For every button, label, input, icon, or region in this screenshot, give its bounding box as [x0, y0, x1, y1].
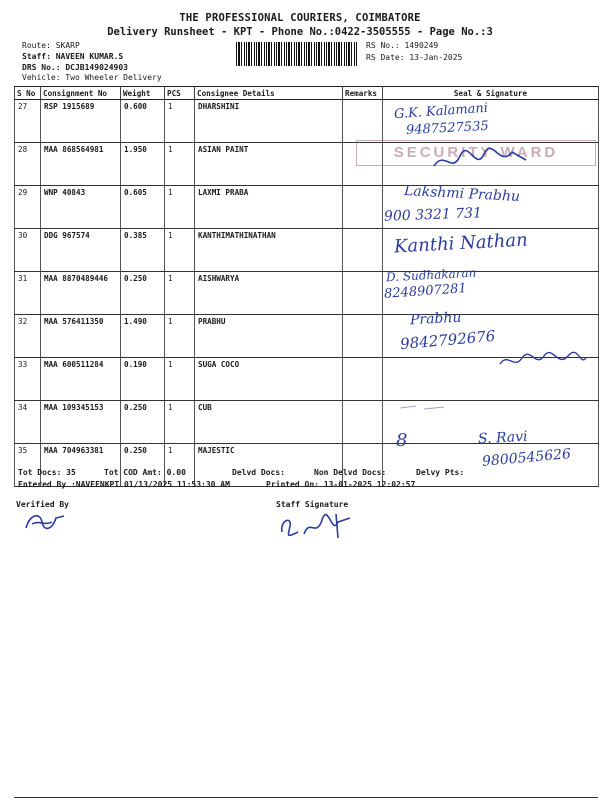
signature-row35-mark: 8 — [396, 430, 408, 451]
rs-number: RS No.: 1490249 — [366, 41, 439, 50]
cell-consignee: AISHWARYA — [195, 272, 343, 315]
col-weight: Weight — [121, 87, 165, 100]
rs-date: RS Date: 13-Jan-2025 — [366, 53, 463, 62]
signature-row34-mark — [396, 400, 456, 414]
table-header-row — [15, 87, 599, 100]
signature-row28-scribble — [430, 146, 530, 176]
cell-consignment: RSP 1915689 — [41, 100, 121, 143]
signature-row35-phone: 9800545626 — [481, 446, 572, 470]
cell-sno: 30 — [15, 229, 41, 272]
cell-weight: 0.600 — [121, 100, 165, 143]
signature-row33-scribble — [496, 348, 590, 372]
cell-remarks — [343, 272, 383, 315]
cell-consignment: DDG 967574 — [41, 229, 121, 272]
drs-number: DRS No.: DCJB149024903 — [22, 63, 128, 72]
cell-weight: 0.250 — [121, 401, 165, 444]
cell-weight: 0.250 — [121, 272, 165, 315]
company-title: THE PROFESSIONAL COURIERS, COIMBATORE — [179, 12, 421, 24]
cell-remarks — [343, 100, 383, 143]
cell-consignment: MAA 600511284 — [41, 358, 121, 401]
delvd-docs: Delvd Docs: — [232, 468, 285, 477]
cell-sno: 31 — [15, 272, 41, 315]
staff-label: Staff: NAVEEN KUMAR.S — [22, 52, 124, 61]
signature-row29-name: Lakshmi Prabhu — [403, 182, 521, 206]
cell-consignee: DHARSHINI — [195, 100, 343, 143]
cell-pcs: 1 — [165, 186, 195, 229]
cell-consignee: CUB — [195, 401, 343, 444]
signature-row31-name: D. Sudhakaran — [385, 265, 477, 285]
cell-remarks — [343, 229, 383, 272]
signature-row32-name: Prabhu — [409, 309, 462, 329]
cell-consignee: SUGA COCO — [195, 358, 343, 401]
cell-weight: 0.385 — [121, 229, 165, 272]
cell-sno: 27 — [15, 100, 41, 143]
cell-consignee: PRABHU — [195, 315, 343, 358]
tot-docs: Tot Docs: 35 — [18, 468, 76, 477]
cell-weight: 1.950 — [121, 143, 165, 186]
signature-row30-name: Kanthi Nathan — [393, 229, 529, 258]
col-sno: S No — [15, 87, 41, 100]
cell-remarks — [343, 401, 383, 444]
cell-pcs: 1 — [165, 272, 195, 315]
cell-weight: 0.605 — [121, 186, 165, 229]
delvy-pts: Delvy Pts: — [416, 468, 465, 477]
cell-pcs: 1 — [165, 143, 195, 186]
signature-row35-name: S. Ravi — [477, 428, 528, 448]
cell-remarks — [343, 186, 383, 229]
cell-consignment: MAA 8870489446 — [41, 272, 121, 315]
col-consignment: Consignment No — [41, 87, 121, 100]
runsheet-title: Delivery Runsheet - KPT - Phone No.:0422-3505555 - Page No.:3 — [107, 26, 493, 38]
cell-consignee: KANTHIMATHINATHAN — [195, 229, 343, 272]
cell-consignee: LAXMI PRABA — [195, 186, 343, 229]
page-bottom-rule — [14, 797, 598, 798]
staff-signature — [276, 508, 356, 542]
cell-weight: 0.190 — [121, 358, 165, 401]
signature-row29-phone: 900 3321 731 — [383, 205, 483, 225]
cell-remarks — [343, 315, 383, 358]
cell-pcs: 1 — [165, 358, 195, 401]
cell-weight: 1.490 — [121, 315, 165, 358]
verified-by-signature — [22, 508, 68, 534]
cell-consignment: MAA 868564981 — [41, 143, 121, 186]
staff-signature-label: Staff Signature — [276, 500, 349, 509]
cell-consignment: WNP 40843 — [41, 186, 121, 229]
cell-weight: 0.250 — [121, 444, 165, 487]
col-seal-signature: Seal & Signature — [383, 87, 599, 100]
cell-pcs: 1 — [165, 100, 195, 143]
cell-sno: 33 — [15, 358, 41, 401]
cell-pcs: 1 — [165, 401, 195, 444]
barcode-image — [236, 42, 358, 66]
cell-remarks — [343, 358, 383, 401]
col-pcs: PCS — [165, 87, 195, 100]
table-row — [15, 272, 599, 315]
cell-pcs: 1 — [165, 444, 195, 487]
cell-pcs: 1 — [165, 229, 195, 272]
cell-sno: 32 — [15, 315, 41, 358]
cell-sno: 35 — [15, 444, 41, 487]
security-ward-stamp: SECURITY WARD — [356, 140, 596, 166]
cell-sno: 34 — [15, 401, 41, 444]
signature-row27-name: G.K. Kalamani — [393, 100, 489, 123]
non-delvd-docs: Non Delvd Docs: — [314, 468, 387, 477]
table-row — [15, 100, 599, 143]
printed-on: Printed On: 13-01-2025 12:02:57 — [266, 480, 416, 489]
signature-row31-phone: 8248907281 — [383, 281, 468, 302]
signature-row32-phone: 9842792676 — [399, 326, 497, 354]
cell-consignment: MAA 704963381 — [41, 444, 121, 487]
cell-consignment: MAA 576411350 — [41, 315, 121, 358]
cell-consignment: MAA 109345153 — [41, 401, 121, 444]
tot-cod-amount: Tot COD Amt: 0.00 — [104, 468, 186, 477]
col-remarks: Remarks — [343, 87, 383, 100]
cell-sno: 28 — [15, 143, 41, 186]
cell-sno: 29 — [15, 186, 41, 229]
cell-consignee: MAJESTIC — [195, 444, 343, 487]
col-consignee: Consignee Details — [195, 87, 343, 100]
cell-pcs: 1 — [165, 315, 195, 358]
signature-row27-phone: 9487527535 — [405, 118, 490, 139]
vehicle-label: Vehicle: Two Wheeler Delivery — [22, 73, 162, 82]
entered-by: Entered By :NAVEENKPT 01/13/2025 11:53:30 AM — [18, 480, 230, 489]
cell-consignee: ASIAN PAINT — [195, 143, 343, 186]
route-label: Route: SKARP — [22, 41, 80, 50]
verified-by-label: Verified By — [16, 500, 69, 509]
